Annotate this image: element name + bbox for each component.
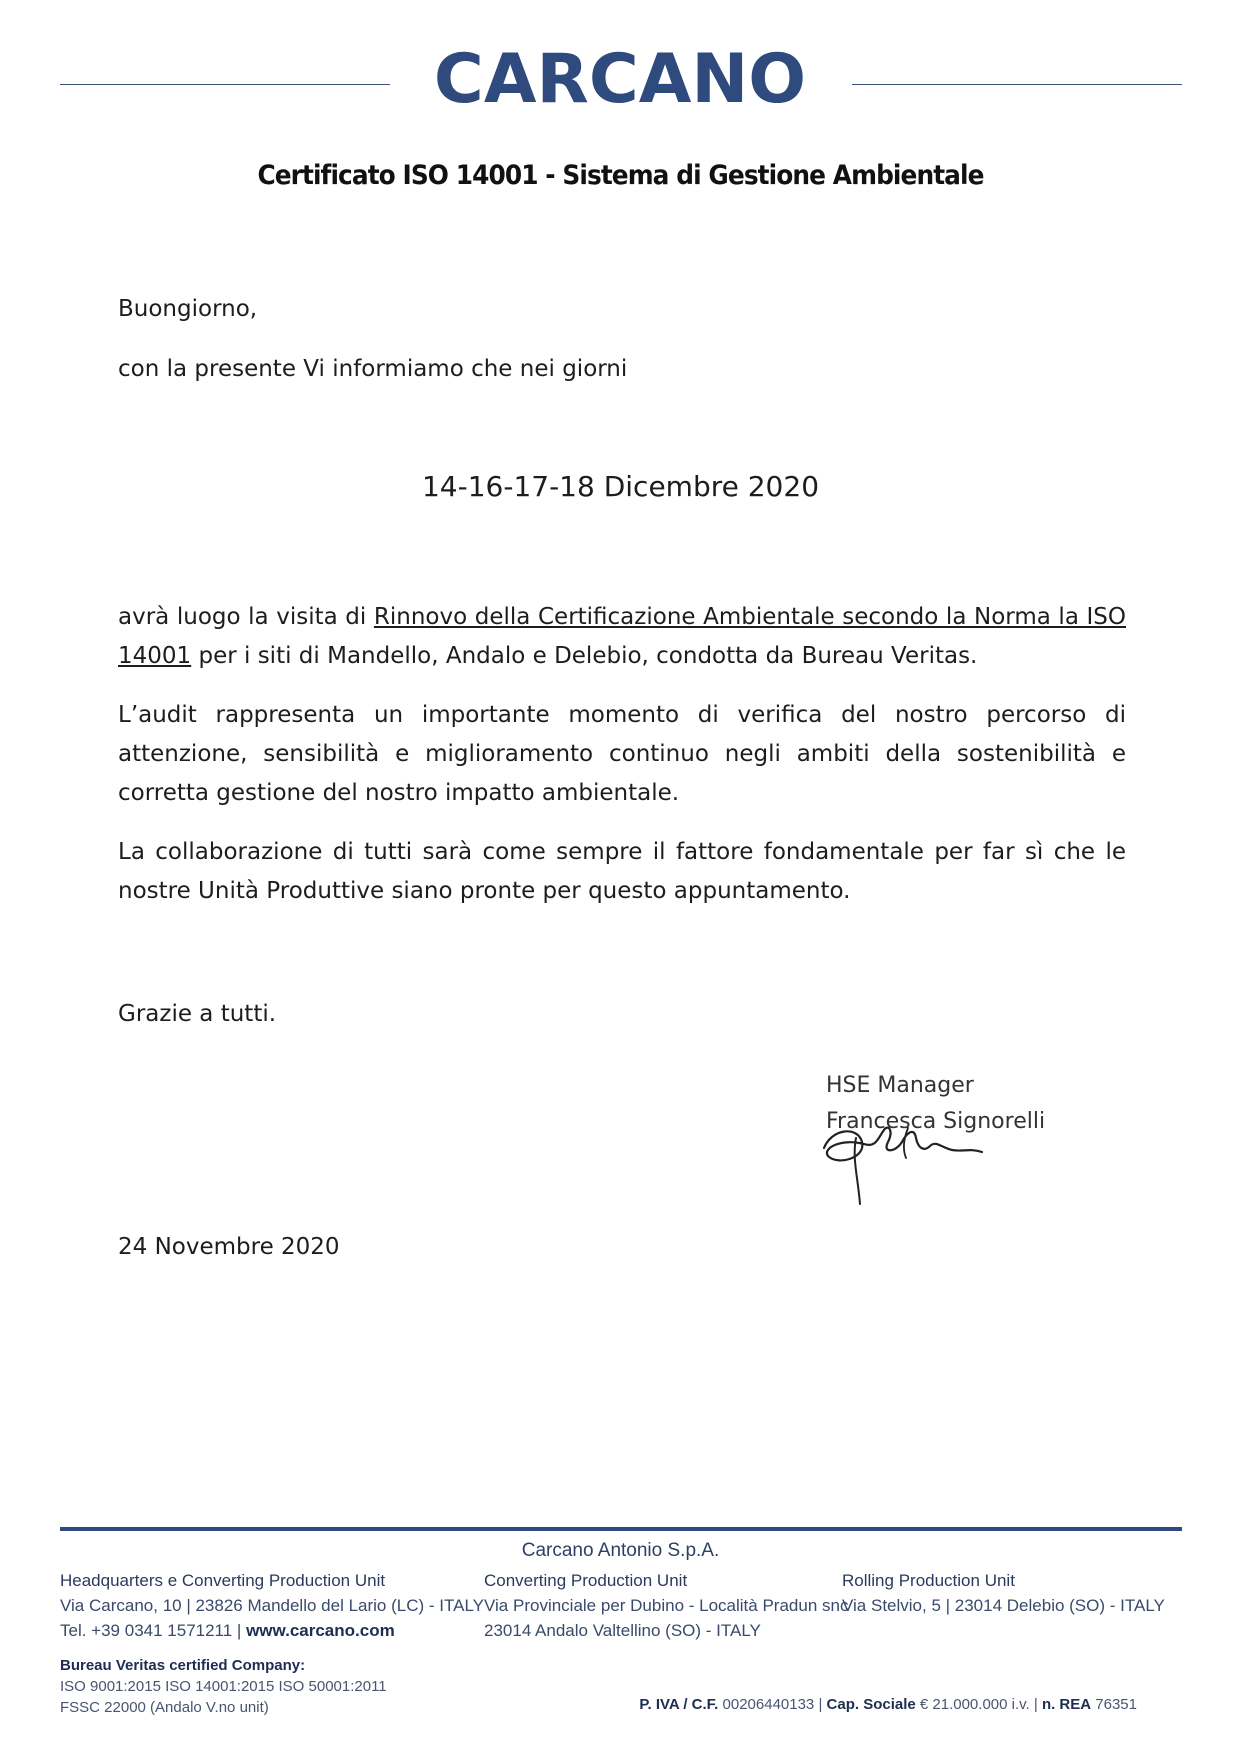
- document-title: Certificato ISO 14001 - Sistema di Gestione Ambientale: [257, 160, 984, 191]
- hq-contact: [60, 1618, 484, 1643]
- hq-address: Via Carcano, 10 | 23826 Mandello del Lario (LC) - ITALY: [60, 1596, 484, 1615]
- header-left-rule: [60, 84, 390, 85]
- piva-label: P. IVA / C.F.: [639, 1696, 719, 1713]
- converting-address-1: Via Provinciale per Dubino - Località Pradun snc: [484, 1596, 849, 1615]
- certification-link: Rinnovo della Certificazione Ambientale secondo la Norma la ISO 14001: [118, 604, 1126, 669]
- paragraph-visit: [118, 598, 1126, 676]
- cert-line-2: FSSC 22000 (Andalo V.no unit): [60, 1699, 269, 1716]
- hq-phone: Tel. +39 0341 1571211 |: [60, 1621, 247, 1640]
- piva-value: 00206440133 |: [718, 1696, 827, 1713]
- footer-headquarters: [60, 1568, 484, 1643]
- certifications: [60, 1655, 387, 1718]
- footer-converting-unit: [484, 1568, 848, 1643]
- paragraph-collaboration: La collaborazione di tutti sarà come sempre il fattore fondamentale per far sì che le nostre Unità Produttive siano pronte per questo appuntamento.: [118, 839, 1126, 904]
- capital-label: Cap. Sociale: [826, 1696, 916, 1713]
- letter-body: [118, 598, 1126, 931]
- letter-date: 24 Novembre 2020: [118, 1234, 340, 1260]
- website-link[interactable]: www.carcano.com: [246, 1621, 395, 1640]
- audit-dates: 14-16-17-18 Dicembre 2020: [421, 470, 820, 503]
- cert-line-1: ISO 9001:2015 ISO 14001:2015 ISO 50001:2011: [60, 1678, 387, 1695]
- rea-value: 76351: [1091, 1696, 1137, 1713]
- converting-address-2: 23014 Andalo Valtellino (SO) - ITALY: [484, 1621, 761, 1640]
- paragraph-visit-prefix: avrà luogo la visita di: [118, 604, 374, 630]
- legal-info: [639, 1696, 1137, 1713]
- rolling-address: Via Stelvio, 5 | 23014 Delebio (SO) - ITALY: [842, 1596, 1165, 1615]
- paragraph-visit-suffix: per i siti di Mandello, Andalo e Delebio, condotta da Bureau Veritas.: [191, 643, 978, 669]
- rea-label: n. REA: [1041, 1696, 1092, 1713]
- closing: Grazie a tutti.: [118, 1001, 277, 1027]
- footer-rule: [60, 1527, 1182, 1531]
- greeting: Buongiorno,: [118, 296, 258, 322]
- converting-title: Converting Production Unit: [484, 1571, 688, 1590]
- capital-value: € 21.000.000 i.v. |: [915, 1696, 1042, 1713]
- signer-name: Francesca Signorelli: [826, 1109, 1046, 1134]
- paragraph-audit: L’audit rappresenta un importante momento di verifica del nostro percorso di attenzione, sensibilità e miglioramento continuo negli ambiti della sostenibilità e corretta gestione del nostro impatto ambientale.: [118, 702, 1126, 806]
- footer-company-name: Carcano Antonio S.p.A.: [521, 1540, 720, 1561]
- cert-title: Bureau Veritas certified Company:: [60, 1657, 306, 1674]
- hq-title: Headquarters e Converting Production Unit: [60, 1571, 386, 1590]
- header-right-rule: [852, 84, 1182, 85]
- handwritten-signature: [818, 1108, 998, 1208]
- company-logo: CARCANO: [433, 40, 807, 119]
- footer-rolling-unit: [842, 1568, 1165, 1618]
- signer-role: HSE Manager: [826, 1073, 974, 1098]
- rolling-title: Rolling Production Unit: [842, 1571, 1015, 1590]
- intro-line: con la presente Vi informiamo che nei giorni: [118, 356, 628, 382]
